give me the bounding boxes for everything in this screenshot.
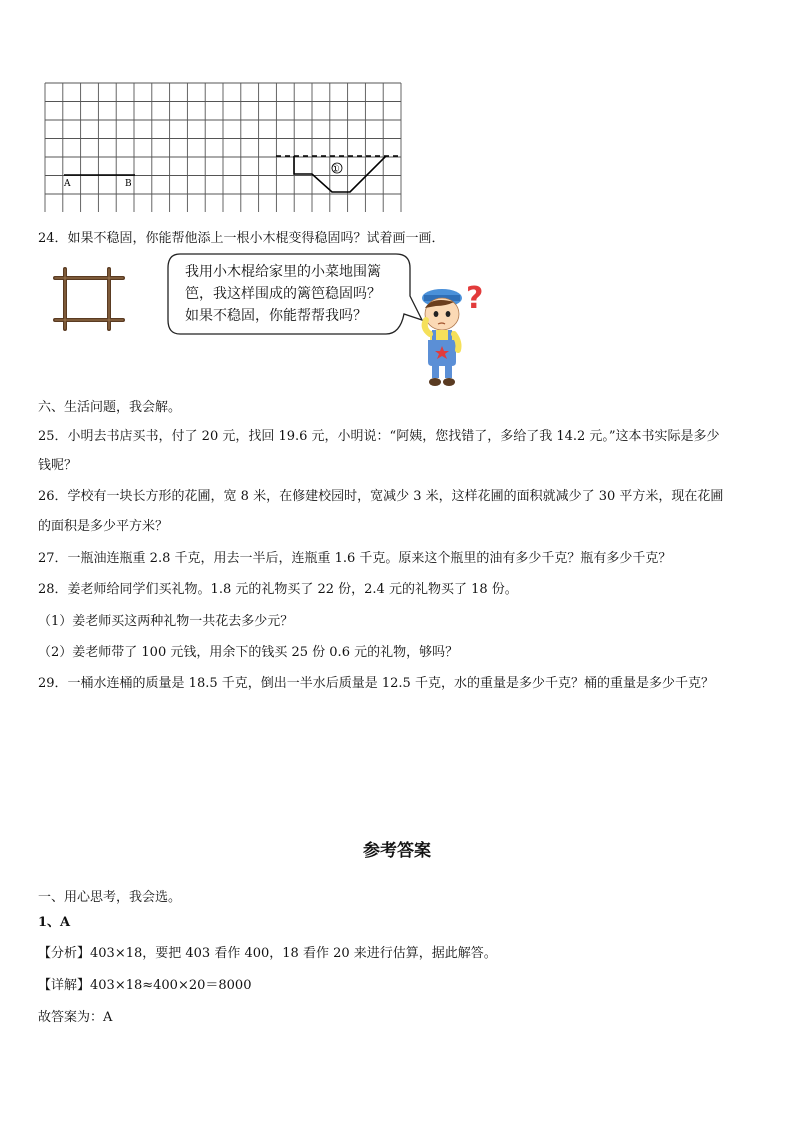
boy-illustration xyxy=(410,278,500,390)
question-mark-icon: ? xyxy=(466,281,484,316)
bubble-text xyxy=(185,261,381,327)
bubble-line-2: 笆，我这样围成的篱笆稳固吗？ xyxy=(185,286,381,302)
fence-figure xyxy=(52,266,126,332)
question-27: 27．一瓶油连瓶重 2.8 千克，用去一半后，连瓶重 1.6 千克。原来这个瓶里的油有多少千克？瓶有多少千克？ xyxy=(38,551,672,566)
question-26-line-1: 26．学校有一块长方形的花圃，宽 8 米，在修建校园时，宽减少 3 米，这样花圃的面积就减少了 30 平方米，现在花圃 xyxy=(38,489,724,504)
question-25-line-2: 钱呢？ xyxy=(38,458,78,473)
question-26-line-2: 的面积是多少平方米？ xyxy=(38,519,169,534)
label-b: B xyxy=(125,179,132,189)
answers-title: 参考答案 xyxy=(363,841,431,861)
section-6-heading: 六、生活问题，我会解。 xyxy=(38,400,182,415)
bubble-line-1: 我用小木棍给家里的小菜地围篱 xyxy=(185,264,381,280)
answer-1: 1、A xyxy=(38,915,71,930)
answer-1-detail: 【详解】403×18≈400×20＝8000 xyxy=(38,978,252,993)
shape-label: ① xyxy=(331,164,340,175)
label-a: A xyxy=(64,179,71,189)
question-25-line-1: 25．小明去书店买书，付了 20 元，找回 19.6 元，小明说：“阿姨，您找错了，多给了我 14.2 元。”这本书实际是多少 xyxy=(38,429,720,444)
answer-1-conclusion: 故答案为：A xyxy=(38,1010,113,1025)
answer-1-analysis: 【分析】403×18，要把 403 看作 400，18 看作 20 来进行估算，据此解答。 xyxy=(38,946,497,961)
trapezoid-shape xyxy=(294,156,386,192)
grid-figure xyxy=(44,82,402,212)
question-28: 28．姜老师给同学们买礼物。1.8 元的礼物买了 22 份，2.4 元的礼物买了 18 份。 xyxy=(38,582,518,597)
question-28-sub-1: （1）姜老师买这两种礼物一共花去多少元？ xyxy=(38,614,294,629)
question-29: 29．一桶水连桶的质量是 18.5 千克，倒出一半水后质量是 12.5 千克，水的重量是多少千克？桶的重量是多少千克？ xyxy=(38,676,714,691)
answers-section-1: 一、用心思考，我会选。 xyxy=(38,890,182,905)
bubble-line-3: 如果不稳固，你能帮帮我吗？ xyxy=(185,308,367,324)
question-28-sub-2: （2）姜老师带了 100 元钱，用余下的钱买 25 份 0.6 元的礼物，够吗？ xyxy=(38,645,459,660)
question-24: 24．如果不稳固，你能帮他添上一根小木棍变得稳固吗？试着画一画． xyxy=(38,231,445,246)
